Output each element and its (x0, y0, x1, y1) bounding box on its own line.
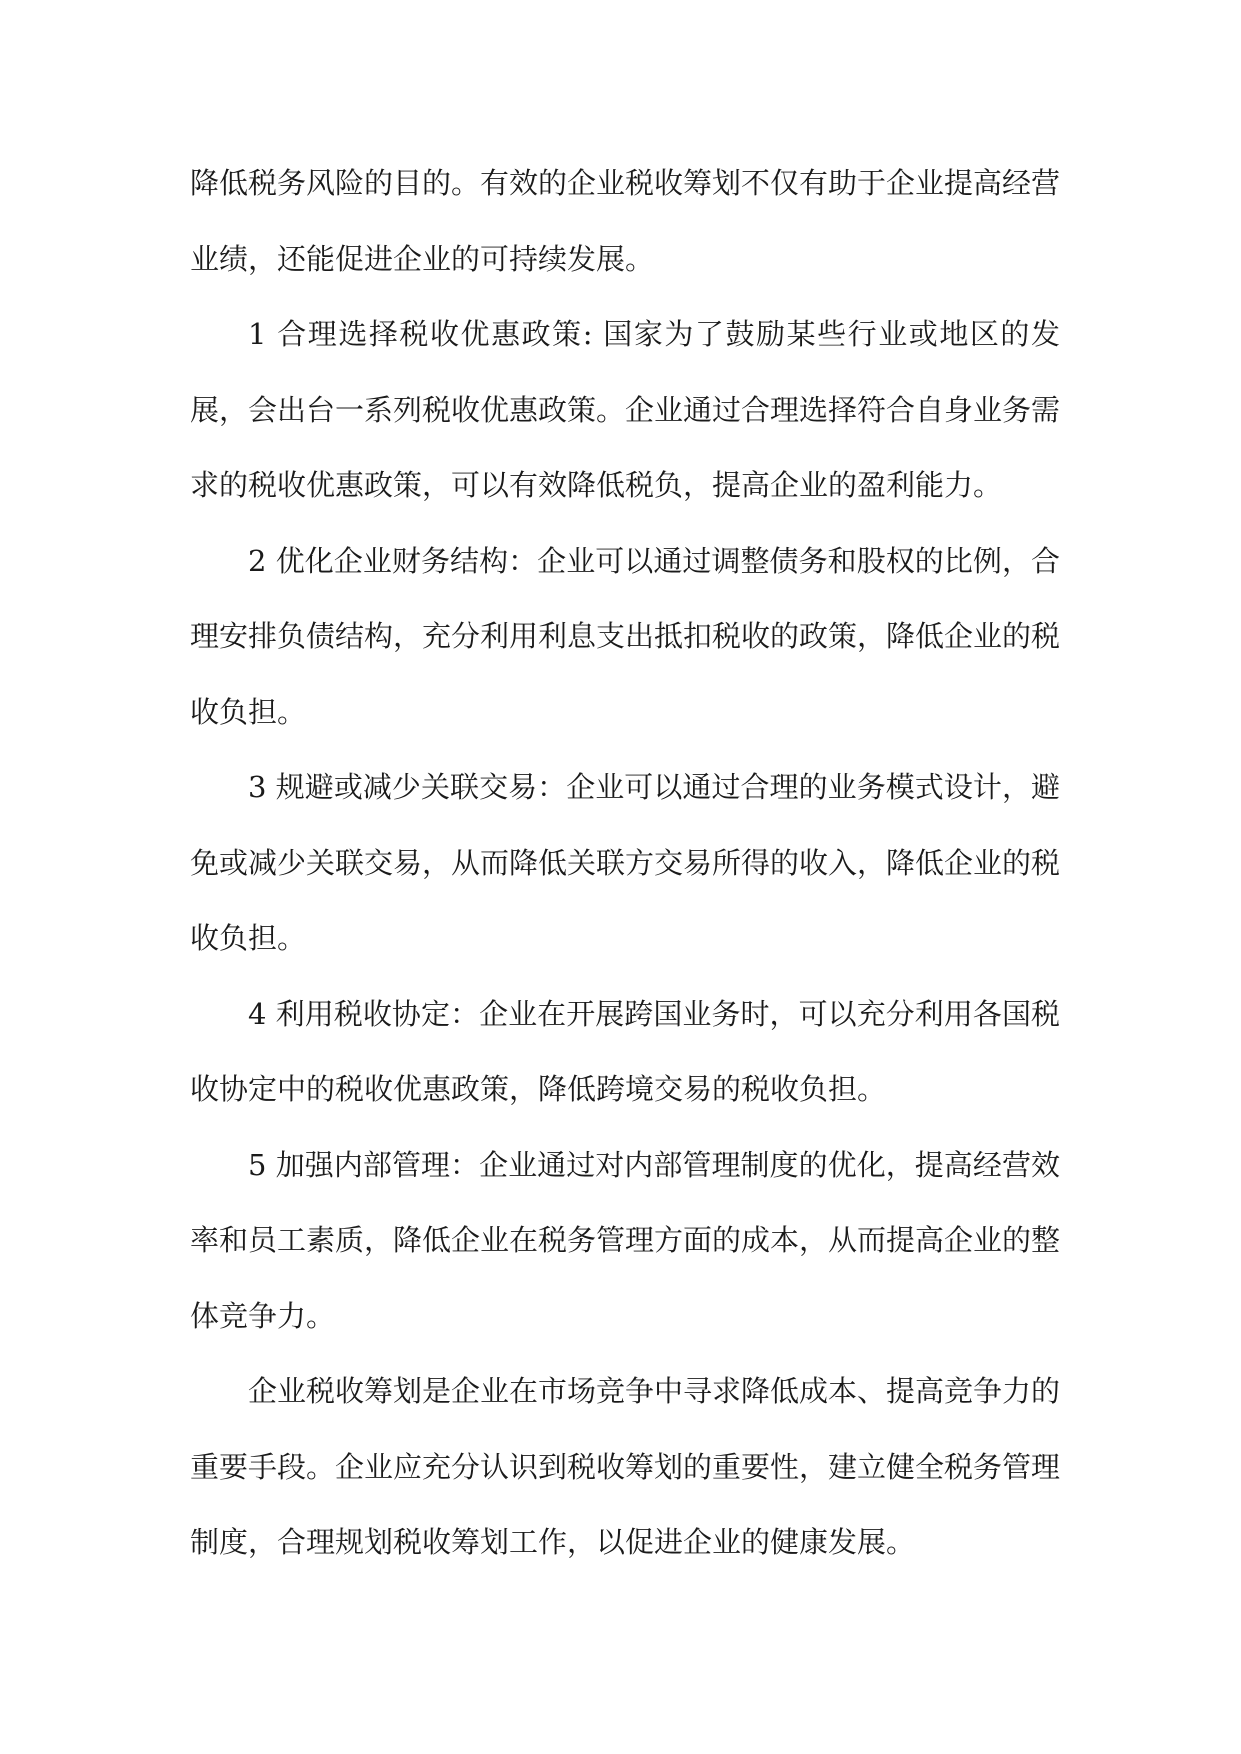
paragraph-item-5: 5 加强内部管理：企业通过对内部管理制度的优化，提高经营效率和员工素质，降低企业在税务管理方面的成本，从而提高企业的整体竞争力。 (190, 1147, 1061, 1333)
body-text (190, 146, 1060, 1581)
paragraph-conclusion: 企业税收筹划是企业在市场竞争中寻求降低成本、提高竞争力的重要手段。企业应充分认识到税收筹划的重要性，建立健全税务管理制度，合理规划税收筹划工作，以促进企业的健康发展。 (190, 1374, 1061, 1559)
paragraph-item-4: 4 利用税收协定：企业在开展跨国业务时，可以充分利用各国税收协定中的税收优惠政策，降低跨境交易的税收负担。 (190, 996, 1060, 1106)
paragraph-continuation: 降低税务风险的目的。有效的企业税收筹划不仅有助于企业提高经营业绩，还能促进企业的可持续发展。 (190, 166, 1061, 276)
paragraph-item-2: 2 优化企业财务结构：企业可以通过调整债务和股权的比例，合理安排负债结构，充分利用利息支出抵扣税收的政策，降低企业的税收负担。 (190, 543, 1061, 729)
paragraph-item-1: 1 合理选择税收优惠政策: 国家为了鼓励某些行业或地区的发展，会出台一系列税收优惠政策。企业通过合理选择符合自身业务需求的税收优惠政策，可以有效降低税负，提高企业的盈利能力。 (190, 317, 1061, 502)
paragraph-item-3: 3 规避或减少关联交易：企业可以通过合理的业务模式设计，避免或减少关联交易，从而降低关联方交易所得的收入，降低企业的税收负担。 (190, 770, 1061, 955)
